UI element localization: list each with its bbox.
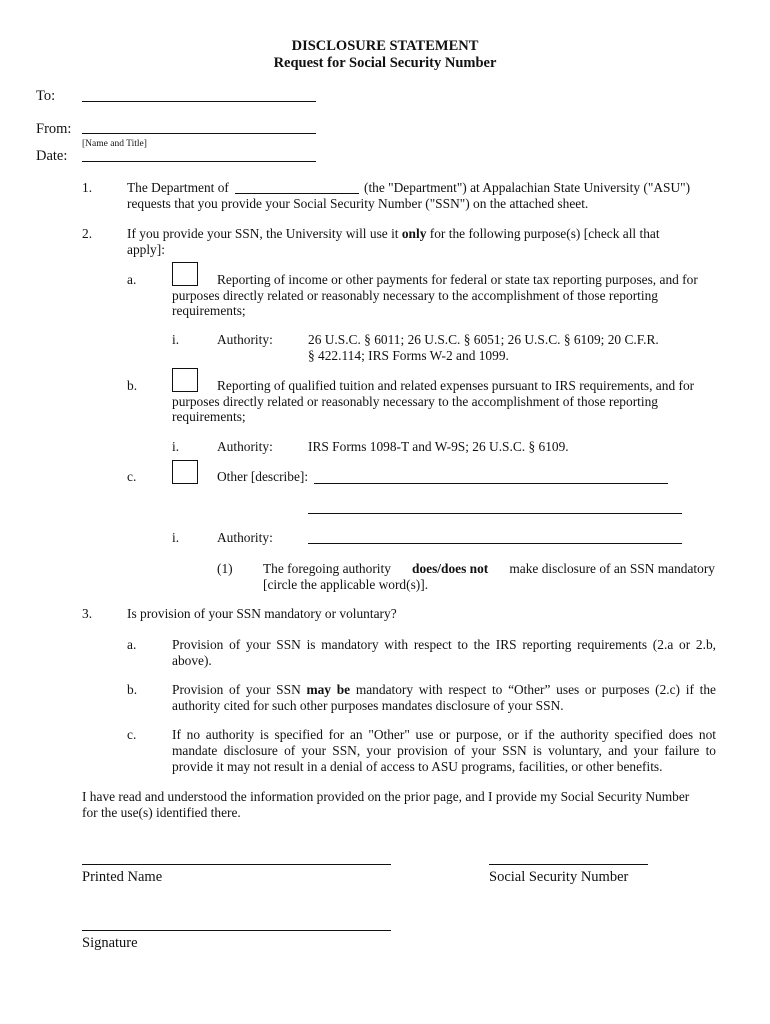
item-2-intro-line2: apply]: bbox=[127, 242, 165, 257]
item-3b-letter: b. bbox=[127, 682, 138, 697]
item-2b-line2: purposes directly related or reasonably necessary to the accomplishment of those reporting bbox=[172, 394, 658, 409]
item-2b-line1: Reporting of qualified tuition and related expenses pursuant to IRS requirements, and for bbox=[217, 378, 695, 393]
printed-name-line[interactable] bbox=[82, 864, 391, 865]
item-1-text-start: The Department of bbox=[127, 180, 229, 195]
item-2b-letter: b. bbox=[127, 378, 138, 393]
to-label: To: bbox=[36, 88, 56, 104]
item-2b-line3: requirements; bbox=[172, 409, 246, 424]
department-field-line[interactable] bbox=[235, 193, 359, 194]
item-3-number: 3. bbox=[82, 606, 93, 621]
item-2-intro: If you provide your SSN, the University will use it only for the following purpose(s) [check all that bbox=[127, 226, 660, 241]
item-2a-line3: requirements; bbox=[172, 303, 246, 318]
item-1-text-end: (the "Department") at Appalachian State University ("ASU") bbox=[364, 180, 691, 195]
document-subtitle: Request for Social Security Number bbox=[273, 55, 497, 71]
item-2a-authority-label: Authority: bbox=[217, 332, 273, 347]
item-2b-authority-number: i. bbox=[172, 439, 180, 454]
date-label: Date: bbox=[36, 148, 68, 164]
acknowledgement-line2: for the use(s) identified there. bbox=[82, 805, 241, 820]
item-2a-letter: a. bbox=[127, 272, 137, 287]
checkbox-2c[interactable] bbox=[172, 460, 198, 484]
acknowledgement-line1: I have read and understood the information provided on the prior page, and I provide my Social Security Number bbox=[82, 789, 690, 804]
item-2a-line2: purposes directly related or reasonably necessary to the accomplishment of those reporting bbox=[172, 288, 658, 303]
does-does-not-emphasis[interactable]: does/does not bbox=[412, 561, 489, 576]
item-2c-sub-line1: The foregoing authority does/does not make disclosure of an SSN mandatory bbox=[263, 561, 715, 576]
item-3b-text: Provision of your SSN may be mandatory with respect to “Other” uses or purposes (2.c) if the authority cited for such other purposes mandates disclosure of your SSN. bbox=[172, 682, 716, 713]
item-1-text-line2: requests that you provide your Social Security Number ("SSN") on the attached sheet. bbox=[127, 196, 589, 211]
item-2a-authority-number: i. bbox=[172, 332, 180, 347]
item-2-number: 2. bbox=[82, 226, 93, 241]
item-2c-sub-line2: [circle the applicable word(s)]. bbox=[263, 577, 429, 592]
may-be-emphasis: may be bbox=[306, 682, 351, 697]
item-2b-authority-text: IRS Forms 1098-T and W-9S; 26 U.S.C. § 6109. bbox=[308, 439, 569, 454]
item-3c-text: If no authority is specified for an "Other" use or purpose, or if the authority specified does not mandate disclosure of your SSN, your provision of your SSN is voluntary, and your failure to provide it may not result in a denial of access to ASU programs, facilities, or other benefits. bbox=[172, 727, 716, 774]
item-3a-letter: a. bbox=[127, 637, 137, 652]
signature-line[interactable] bbox=[82, 930, 391, 931]
item-1-number: 1. bbox=[82, 180, 93, 195]
item-2-intro-emphasis: only bbox=[401, 226, 427, 241]
signature-label: Signature bbox=[82, 935, 138, 951]
item-2a-authority-line1: 26 U.S.C. § 6011; 26 U.S.C. § 6051; 26 U.S.C. § 6109; 20 C.F.R. bbox=[308, 332, 659, 347]
item-3a-text: Provision of your SSN is mandatory with respect to the IRS reporting requirements (2.a or 2.b, above). bbox=[172, 637, 716, 668]
authority-field-line[interactable] bbox=[308, 543, 682, 544]
from-label: From: bbox=[36, 121, 72, 137]
item-2a-line1: Reporting of income or other payments for federal or state tax reporting purposes, and for bbox=[217, 272, 698, 287]
other-describe-line-2[interactable] bbox=[308, 513, 682, 514]
to-field-line[interactable] bbox=[82, 101, 316, 102]
checkbox-2a[interactable] bbox=[172, 262, 198, 286]
item-2c-sub-number: (1) bbox=[217, 561, 233, 576]
item-2c-letter: c. bbox=[127, 469, 137, 484]
item-2b-authority-label: Authority: bbox=[217, 439, 273, 454]
date-field-line[interactable] bbox=[82, 161, 316, 162]
item-3c-letter: c. bbox=[127, 727, 137, 742]
item-3-question: Is provision of your SSN mandatory or voluntary? bbox=[127, 606, 397, 621]
other-describe-line-1[interactable] bbox=[314, 483, 668, 484]
item-2a-authority-line2: § 422.114; IRS Forms W-2 and 1099. bbox=[308, 348, 509, 363]
ssn-line[interactable] bbox=[489, 864, 648, 865]
item-2c-authority-label: Authority: bbox=[217, 530, 273, 545]
item-2c-authority-number: i. bbox=[172, 530, 180, 545]
printed-name-label: Printed Name bbox=[82, 869, 163, 885]
document-title: DISCLOSURE STATEMENT bbox=[291, 38, 479, 54]
ssn-label: Social Security Number bbox=[489, 869, 629, 885]
from-field-line[interactable] bbox=[82, 133, 316, 134]
item-2c-other-label: Other [describe]: bbox=[217, 469, 309, 484]
name-title-hint: [Name and Title] bbox=[82, 139, 147, 149]
checkbox-2b[interactable] bbox=[172, 368, 198, 392]
